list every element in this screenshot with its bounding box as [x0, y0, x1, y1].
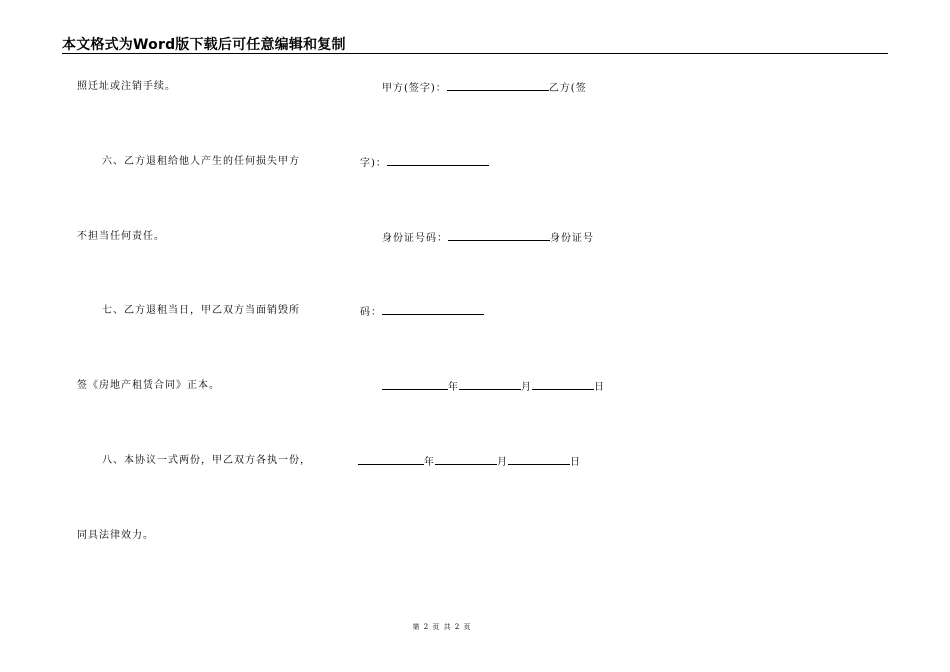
party-b-sign-label-end: 字)：	[360, 158, 387, 169]
day-blank[interactable]	[508, 454, 570, 465]
party-b-sign-blank[interactable]	[387, 155, 489, 166]
page-header	[62, 34, 888, 54]
year-label: 年	[448, 382, 459, 393]
day-blank[interactable]	[532, 379, 594, 390]
year-blank[interactable]	[358, 454, 424, 465]
clause-text-line: 同具法律效力。	[77, 530, 154, 541]
day-label: 日	[570, 457, 581, 468]
month-label: 月	[521, 382, 532, 393]
date-line-b	[358, 454, 581, 470]
clause-text-line: 签《房地产租赁合同》正本。	[77, 380, 220, 391]
id-line-b	[360, 304, 484, 320]
signature-line-a	[382, 80, 587, 96]
clause-seven: 七、乙方退租当日，甲乙双方当面销毁所	[102, 305, 300, 316]
page-number: 第 2 页 共 2 页	[412, 623, 472, 631]
month-blank[interactable]	[459, 379, 521, 390]
day-label: 日	[594, 382, 605, 393]
date-line-a	[382, 379, 605, 395]
clause-six: 六、乙方退租给他人产生的任何损失甲方	[102, 156, 300, 167]
year-blank[interactable]	[382, 379, 448, 390]
clause-text-line: 不担当任何责任。	[77, 231, 165, 242]
id-number-b-label: 身份证号	[550, 233, 594, 244]
id-number-a-blank[interactable]	[448, 230, 550, 241]
id-number-label: 身份证号码：	[382, 233, 448, 244]
clause-eight: 八、本协议一式两份，甲乙双方各执一份，	[102, 455, 311, 466]
clause-text-line: 照迁址或注销手续。	[77, 81, 176, 92]
header-title: 本文格式为Word版下载后可任意编辑和复制	[62, 37, 346, 53]
id-number-b-label-end: 码：	[360, 307, 382, 318]
party-a-sign-label: 甲方(签字)：	[382, 83, 447, 94]
party-b-sign-label: 乙方(签	[548, 83, 587, 94]
year-label: 年	[424, 457, 435, 468]
id-number-b-blank[interactable]	[382, 304, 484, 315]
signature-line-b	[360, 155, 489, 171]
id-line-a	[382, 230, 594, 246]
month-blank[interactable]	[435, 454, 497, 465]
party-a-sign-blank[interactable]	[447, 80, 549, 91]
month-label: 月	[497, 457, 508, 468]
